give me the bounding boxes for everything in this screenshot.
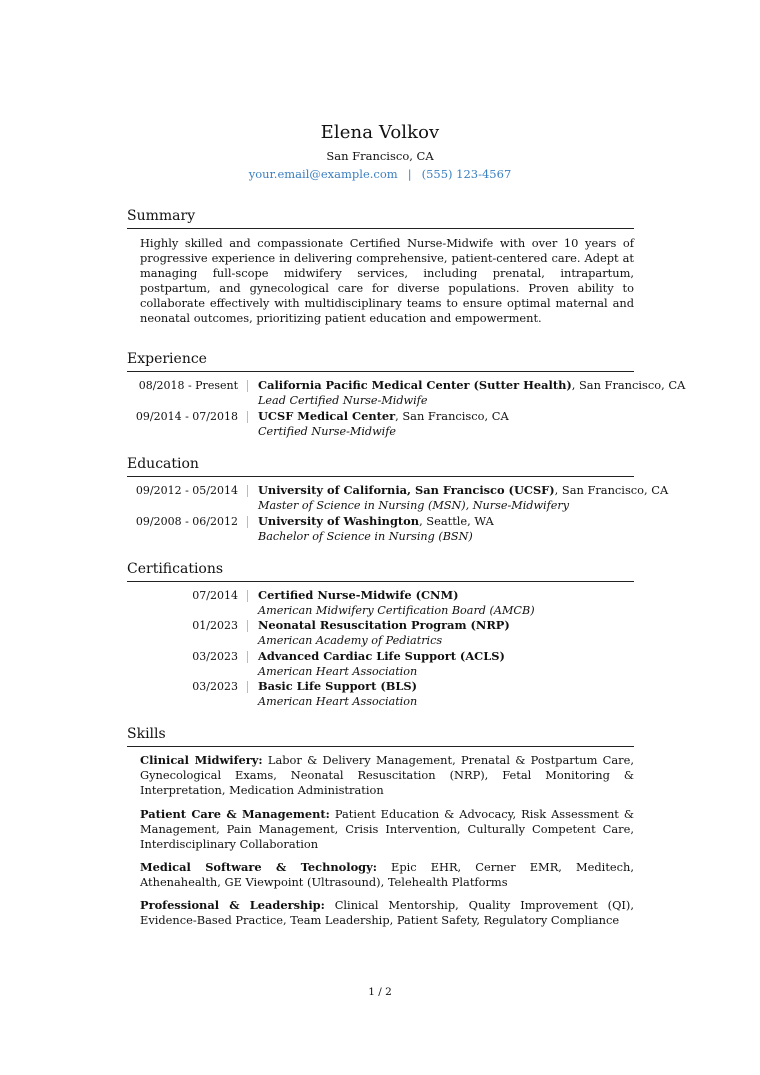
skill-group — [140, 898, 634, 928]
school-location: , Seattle, WA — [419, 514, 494, 528]
experience-role: Certified Nurse-Midwife — [258, 425, 396, 438]
education-school — [258, 514, 494, 529]
entry-divider — [247, 380, 248, 392]
entry-divider — [247, 651, 248, 663]
certification-title: Certified Nurse-Midwife (CNM) — [258, 588, 459, 602]
certification-entry — [127, 649, 634, 681]
page-number: 1 / 2 — [368, 986, 392, 998]
certification-date: 03/2023 — [192, 650, 238, 663]
education-dates: 09/2012 - 05/2014 — [135, 484, 238, 497]
experience-heading: Experience — [127, 351, 207, 367]
certification-date: 07/2014 — [192, 589, 238, 602]
skill-group — [140, 860, 634, 890]
experience-dates: 08/2018 - Present — [138, 379, 238, 392]
skills-divider — [127, 746, 634, 747]
contact-separator: | — [407, 167, 412, 181]
experience-dates: 09/2014 - 07/2018 — [135, 410, 238, 423]
skill-group-label: Patient Care & Management: — [140, 807, 330, 821]
certification-entry — [127, 679, 634, 711]
entry-divider — [247, 516, 248, 528]
skill-group-text: Epic EHR, Cerner EMR, Meditech, Athenahealth, GE Viewpoint (Ultrasound), Telehealth Platforms — [140, 860, 634, 889]
candidate-location: San Francisco, CA — [326, 149, 434, 163]
certifications-heading: Certifications — [127, 561, 224, 577]
certification-entry — [127, 588, 634, 620]
summary-divider — [127, 228, 634, 229]
certification-title: Neonatal Resuscitation Program (NRP) — [258, 618, 510, 632]
certification-date: 03/2023 — [192, 680, 238, 693]
certification-name — [258, 679, 417, 694]
certification-issuer: American Midwifery Certification Board (AMCB) — [258, 604, 535, 617]
certification-name — [258, 618, 510, 633]
entry-divider — [247, 590, 248, 602]
entry-divider — [247, 485, 248, 497]
skill-group — [140, 753, 634, 798]
skill-group-text: Patient Education & Advocacy, Risk Assessment & Management, Pain Management, Crisis Intervention, Culturally Competent Care, Interdisciplinary Collaboration — [140, 807, 634, 851]
entry-divider — [247, 620, 248, 632]
education-school — [258, 483, 668, 498]
employer-location: , San Francisco, CA — [571, 378, 686, 392]
certifications-divider — [127, 581, 634, 582]
skill-group-label: Medical Software & Technology: — [140, 860, 377, 874]
contact-line — [0, 167, 760, 181]
employer-name: UCSF Medical Center — [258, 409, 396, 423]
candidate-name: Elena Volkov — [320, 122, 440, 143]
experience-divider — [127, 371, 634, 372]
skill-group-text: Labor & Delivery Management, Prenatal & Postpartum Care, Gynecological Exams, Neonatal Resuscitation (NRP), Fetal Monitoring & Interpretation, Medication Administration — [140, 753, 634, 797]
experience-entry — [127, 409, 634, 441]
certification-title: Basic Life Support (BLS) — [258, 679, 418, 693]
education-entry — [127, 483, 669, 515]
skill-group-label: Professional & Leadership: — [140, 898, 325, 912]
education-heading: Education — [127, 456, 199, 472]
employer-location: , San Francisco, CA — [395, 409, 509, 423]
summary-text: Highly skilled and compassionate Certified Nurse-Midwife with over 10 years of progressive experience in delivering comprehensive, patient-centered care. Adept at managing full-scope midwifery services, including prenatal, intrapartum, postpartum, and gynecological care for diverse populations. Proven ability to collaborate effectively with multidisciplinary teams to ensure optimal maternal and neonatal outcomes, prioritizing patient education and empowerment. — [140, 236, 634, 325]
education-degree: Master of Science in Nursing (MSN), Nurse-Midwifery — [258, 499, 570, 512]
certification-title: Advanced Cardiac Life Support (ACLS) — [258, 649, 505, 663]
certification-issuer: American Academy of Pediatrics — [258, 634, 443, 647]
summary-heading: Summary — [127, 208, 196, 224]
experience-entry — [127, 378, 686, 410]
education-entry — [127, 514, 634, 546]
phone-link[interactable]: (555) 123-4567 — [421, 167, 512, 181]
skill-group-text: Clinical Mentorship, Quality Improvement (QI), Evidence-Based Practice, Team Leadership, Patient Safety, Regulatory Compliance — [140, 898, 634, 927]
certification-name — [258, 649, 505, 664]
school-location: , San Francisco, CA — [554, 483, 669, 497]
skills-heading: Skills — [127, 726, 166, 742]
certification-entry — [127, 618, 634, 650]
certification-name — [258, 588, 458, 603]
skill-group — [140, 807, 634, 852]
certification-date: 01/2023 — [192, 619, 238, 632]
email-link[interactable]: your.email@example.com — [248, 167, 398, 181]
skill-group-label: Clinical Midwifery: — [140, 753, 263, 767]
education-degree: Bachelor of Science in Nursing (BSN) — [258, 530, 473, 543]
school-name: University of Washington — [258, 514, 420, 528]
experience-employer — [258, 378, 685, 393]
entry-divider — [247, 411, 248, 423]
experience-employer — [258, 409, 509, 424]
certification-issuer: American Heart Association — [258, 695, 418, 708]
employer-name: California Pacific Medical Center (Sutter Health) — [258, 378, 572, 392]
education-divider — [127, 476, 634, 477]
school-name: University of California, San Francisco (UCSF) — [258, 483, 555, 497]
entry-divider — [247, 681, 248, 693]
experience-role: Lead Certified Nurse-Midwife — [258, 394, 428, 407]
education-dates: 09/2008 - 06/2012 — [135, 515, 238, 528]
certification-issuer: American Heart Association — [258, 665, 418, 678]
